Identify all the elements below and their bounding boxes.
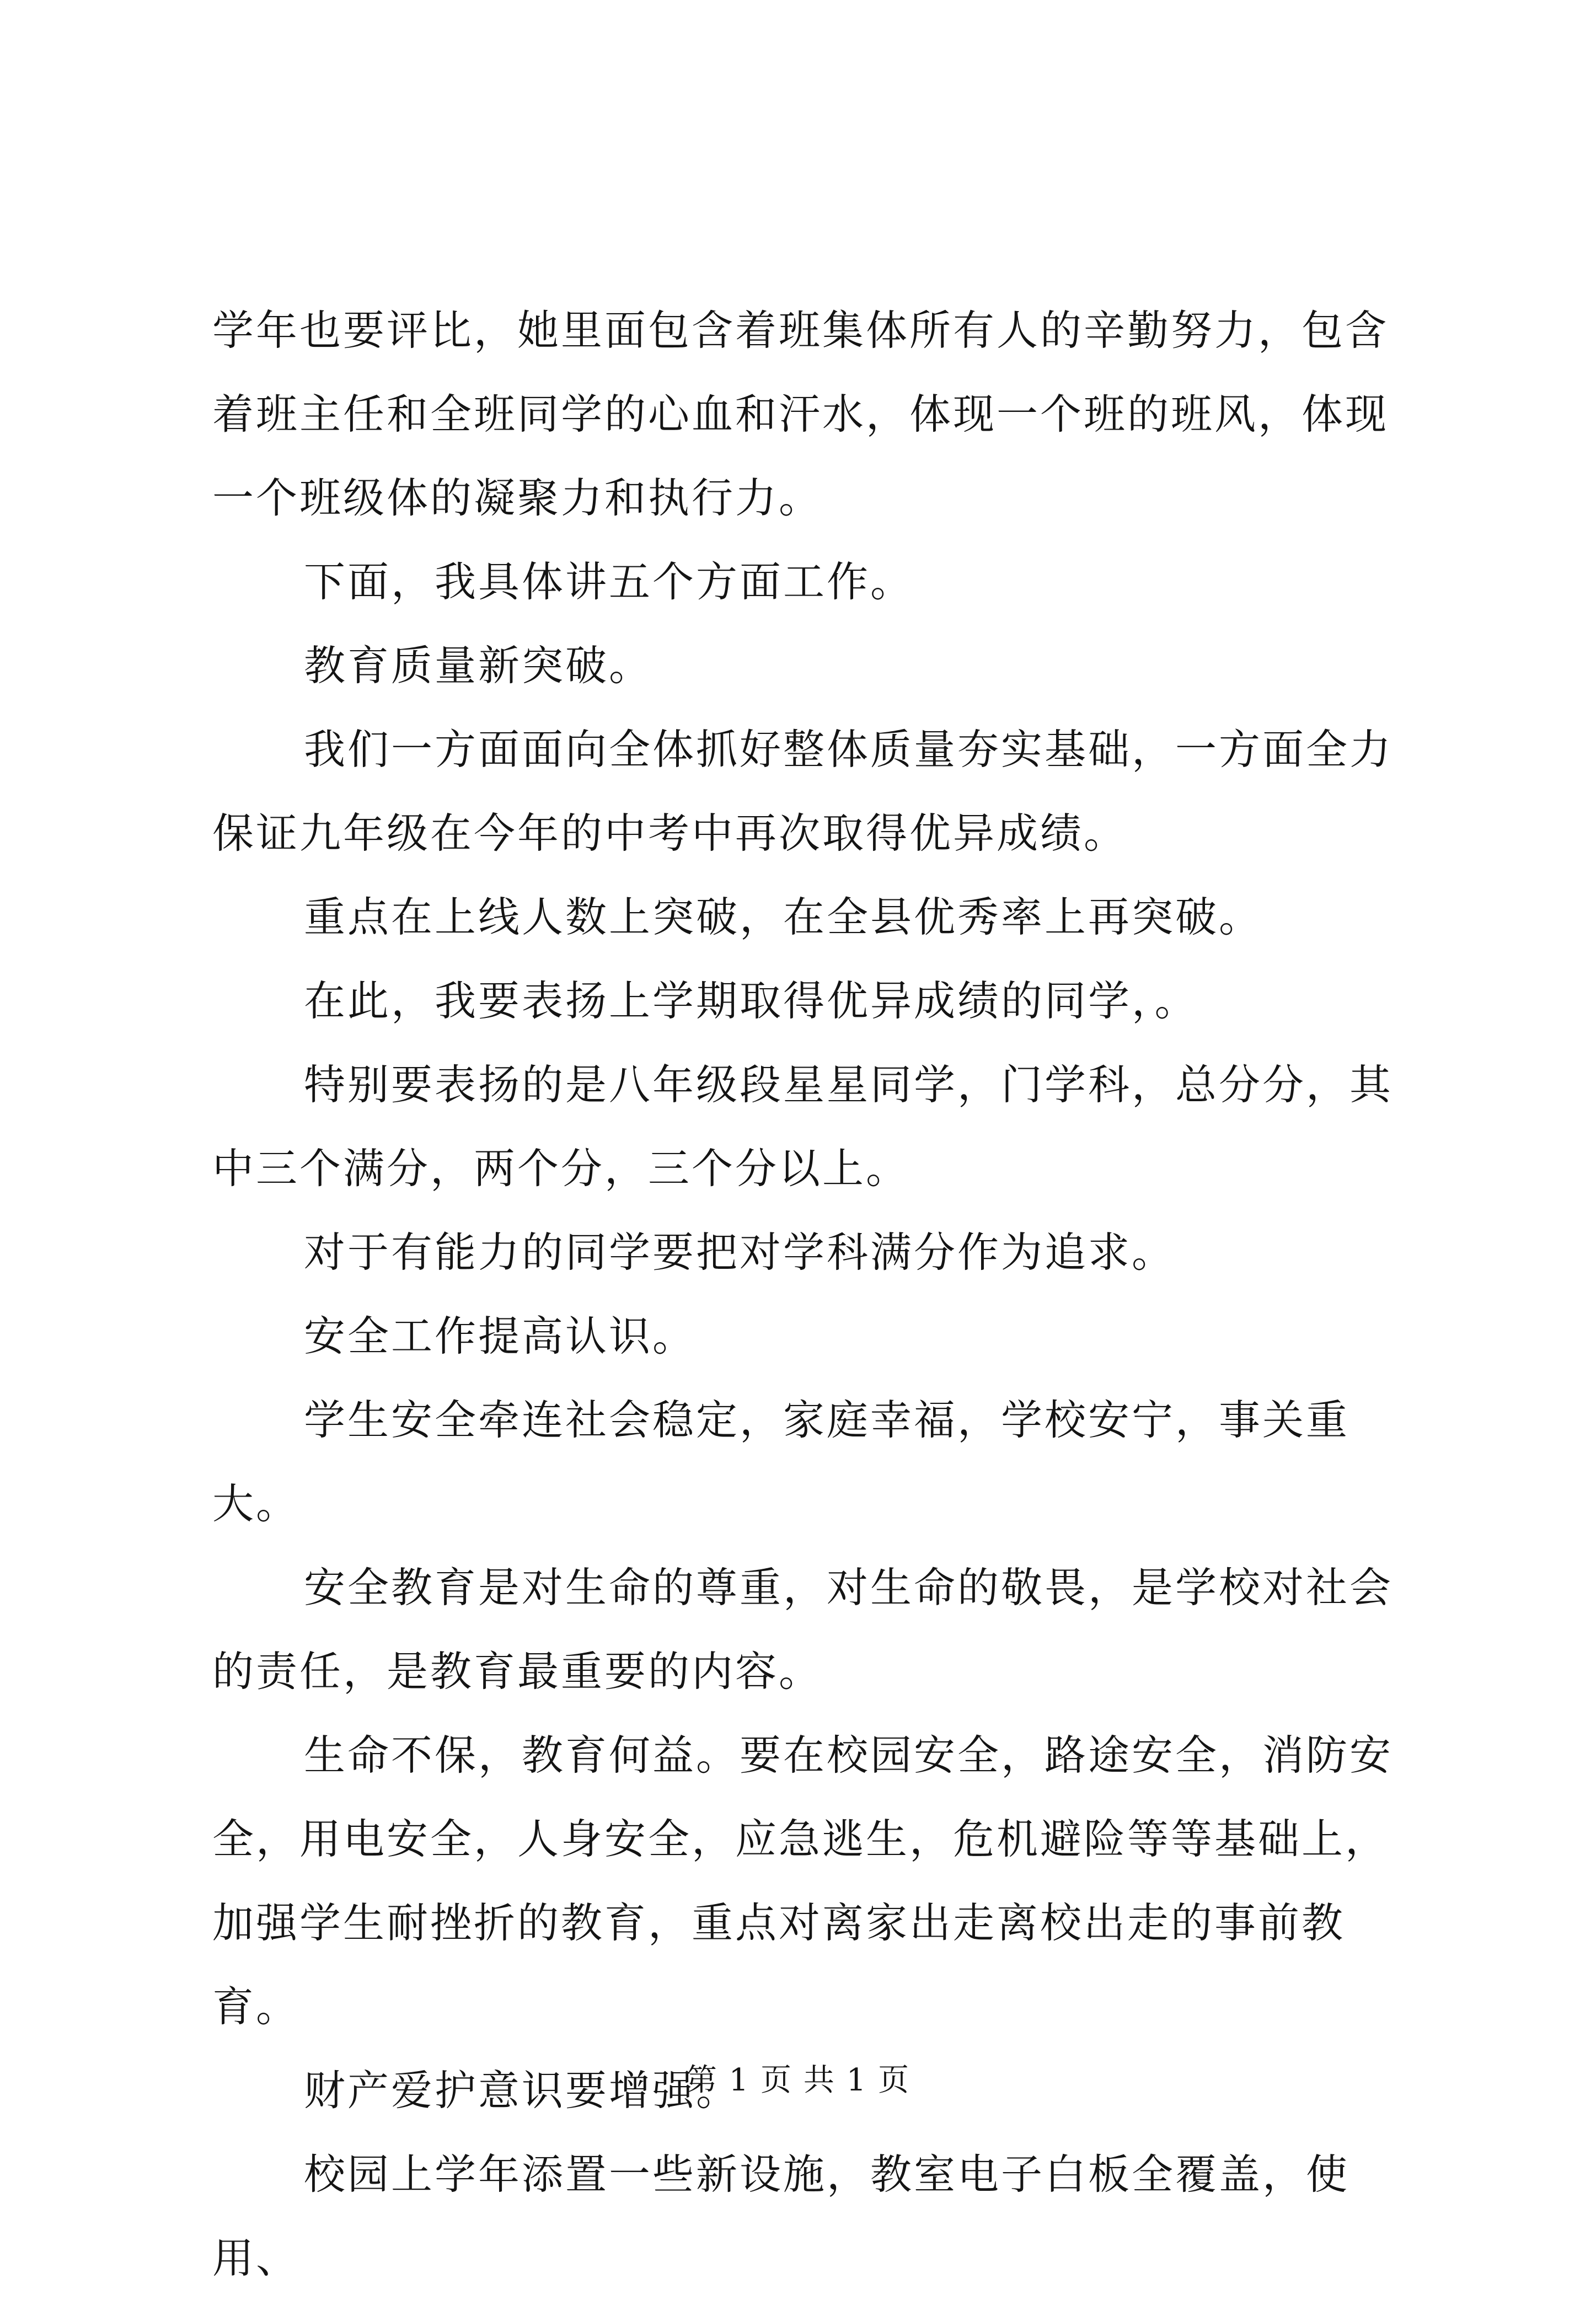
paragraph-2: 下面，我具体讲五个方面工作。 <box>304 557 914 606</box>
paragraph-11: 安全教育是对生命的尊重，对生命的敬畏，是学校对社会的责任，是教育最重要的内容。 <box>212 1563 1394 1696</box>
paragraph-1: 学年也要评比，她里面包含着班集体所有人的辛勤努力，包含着班主任和全班同学的心血和汗水，体现一个班的班风，体现一个班级体的凝聚力和执行力。 <box>212 306 1389 522</box>
paragraph-14: 校园上学年添置一些新设施，教室电子白板全覆盖，使用、 <box>212 2150 1350 2282</box>
paragraph-5: 重点在上线人数上突破，在全县优秀率上再突破。 <box>304 893 1263 941</box>
paragraph-9: 安全工作提高认识。 <box>304 1312 697 1360</box>
paragraph-8: 对于有能力的同学要把对学科满分作为追求。 <box>304 1228 1176 1277</box>
paragraph-3: 教育质量新突破。 <box>304 641 653 690</box>
paragraph-7: 特别要表扬的是八年级段星星同学，门学科，总分分，其中三个满分，两个分，三个分以上。 <box>212 1060 1394 1193</box>
page-indicator: 第 1 页 共 1 页 <box>685 2062 911 2098</box>
paragraph-6: 在此，我要表扬上学期取得优异成绩的同学，。 <box>304 977 1198 1025</box>
document-body <box>212 288 1398 2300</box>
page-footer <box>0 2061 1596 2100</box>
paragraph-10: 学生安全牵连社会稳定，家庭幸福，学校安宁，事关重大。 <box>212 1396 1350 1528</box>
paragraph-13: 财产爱护意识要增强。 <box>304 2066 740 2115</box>
paragraph-4: 我们一方面面向全体抓好整体质量夯实基础，一方面全力保证九年级在今年的中考中再次取得优异成绩。 <box>212 725 1394 857</box>
paragraph-12: 生命不保，教育何益。要在校园安全，路途安全，消防安全，用电安全，人身安全，应急逃生，危机避险等等基础上，加强学生耐挫折的教育，重点对离家出走离校出走的事前教育。 <box>212 1731 1394 2031</box>
